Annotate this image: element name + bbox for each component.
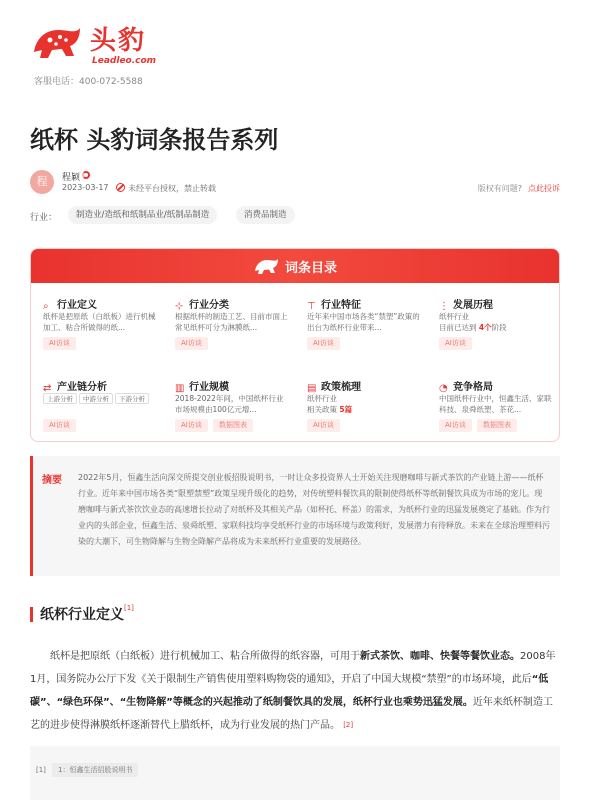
toc-item-definition[interactable]: ⌕ 行业定义 纸杯是把原纸（白纸板）进行机械加工、粘合所做得的纸... AI访谈 xyxy=(43,293,163,363)
reference-link[interactable]: [1] xyxy=(124,604,134,612)
data-chart-chip[interactable]: 数据图表 xyxy=(213,419,253,432)
downstream-tag[interactable]: 下游分析 xyxy=(115,393,149,404)
tree-icon: ⊤ xyxy=(307,301,316,312)
leopard-logo-icon xyxy=(30,22,82,62)
hotline: 客服电话：400-072-5588 xyxy=(34,77,143,87)
abstract-label: 摘要 xyxy=(42,475,62,486)
toc-item-scale[interactable]: ▥ 行业规模 2018-2022年间，中国纸杯行业市场规模由100亿元增... AI访谈 数据图表 xyxy=(175,375,295,442)
footnote-box xyxy=(30,746,560,800)
toc-item-policy[interactable]: ▤ 政策梳理 纸杯行业 相关政策 5篇 AI访谈 xyxy=(307,375,427,442)
toc-item-classification[interactable]: ⊹ 行业分类 根据纸杯的制造工艺、目前市面上常见纸杯可分为淋膜纸... AI访谈 xyxy=(175,293,295,363)
midstream-tag[interactable]: 中游分析 xyxy=(79,393,113,404)
upstream-tag[interactable]: 上游分析 xyxy=(43,393,77,404)
ai-interview-chip[interactable]: AI访谈 xyxy=(307,419,340,432)
publish-date: 2023-03-17 xyxy=(62,183,109,192)
industry-label: 行业： xyxy=(30,213,58,223)
toc-title: 词条目录 xyxy=(285,261,338,276)
complaint-link[interactable]: 点此投诉 xyxy=(528,184,560,193)
section-accent-bar xyxy=(30,607,33,622)
footnote-number: [1] xyxy=(36,766,46,774)
abstract-text: 2022年5月，恒鑫生活向深交所提交创业板招股说明书，一时让众多投资界人士开始关注现磨咖啡与新式茶饮的产业链上游——纸杯行业。近年来中国市场各类“限塑禁塑”政策呈现升级化的趋势，对传统塑料餐饮具的限制使得纸杯等纸制餐饮具成为市场的宠儿。现磨咖啡与新式茶饮饮业态的高速增长拉动了对纸杯及其相关产品（如杯托、杯盖）的需求，为纸杯行业的迅猛发展奠定了基础。作为行业内的头部企业，恒鑫生活、泉舜纸塑、家联科技均享受纸杯行业的市场环境与政策利好，发展潜力有待释放。未来在全球治理塑料污染的大潮下，可生物降解与生物全降解产品将成为未来纸杯行业重要的发展路径。 xyxy=(78,473,550,546)
brand-name-cn: 头豹 xyxy=(90,26,147,56)
author-badge-icon xyxy=(82,171,90,179)
toc-item-chain[interactable]: ⇄ 产业链分析 上游分析 中游分析 下游分析 AI访谈 xyxy=(43,375,163,442)
page-title: 纸杯 头豹词条报告系列 xyxy=(30,126,279,154)
leopard-logo-icon xyxy=(253,254,279,278)
hierarchy-icon: ⊹ xyxy=(175,301,184,312)
copyright-question: 版权有问题? xyxy=(477,184,522,193)
industry-tag[interactable]: 制造业/造纸和纸制品业/纸制品制造 xyxy=(68,206,217,224)
author-name[interactable]: 程颖 xyxy=(62,173,81,183)
pie-icon: ◔ xyxy=(439,383,448,394)
toc-item-features[interactable]: ⊤ 行业特征 近年来中国市场各类“禁塑”政策的出台为纸杯行业带来... AI访谈 xyxy=(307,293,427,363)
abstract-box xyxy=(30,456,560,576)
timeline-icon: ⋮ xyxy=(439,301,449,312)
abstract-accent-bar xyxy=(30,456,33,576)
chain-icon: ⇄ xyxy=(43,383,52,394)
data-chart-chip[interactable]: 数据图表 xyxy=(477,419,517,432)
industry-tag[interactable]: 消费品制造 xyxy=(236,206,295,224)
ai-interview-chip[interactable]: AI访谈 xyxy=(43,337,76,350)
ai-interview-chip[interactable]: AI访谈 xyxy=(307,337,340,350)
ai-interview-chip[interactable]: AI访谈 xyxy=(175,419,208,432)
toc-item-competition[interactable]: ◔ 竞争格局 中国纸杯行业中，恒鑫生活、家联科技、泉舜纸塑、茶花... AI访谈 数据图表 xyxy=(439,375,559,442)
toc-header xyxy=(31,249,559,283)
ai-interview-chip[interactable]: AI访谈 xyxy=(43,419,76,432)
toc-item-history[interactable]: ⋮ 发展历程 纸杯行业 目前已达到 4个阶段 AI访谈 xyxy=(439,293,559,363)
footnote-source[interactable]: 1：恒鑫生活招股说明书 xyxy=(52,763,138,777)
bar-chart-icon: ▥ xyxy=(175,383,185,394)
avatar[interactable]: 程 xyxy=(30,170,54,194)
magnifier-doc-icon: ⌕ xyxy=(43,301,49,312)
copyright-notice: 未经平台授权，禁止转载 xyxy=(128,184,216,193)
ai-interview-chip[interactable]: AI访谈 xyxy=(175,337,208,350)
author-row xyxy=(30,168,570,198)
reference-link[interactable]: [2] xyxy=(343,721,354,729)
ai-interview-chip[interactable]: AI访谈 xyxy=(439,419,472,432)
section-title: 纸杯行业定义 xyxy=(40,607,124,623)
ai-interview-chip[interactable]: AI访谈 xyxy=(439,337,472,350)
document-icon: ▤ xyxy=(307,383,317,394)
no-copy-icon xyxy=(116,183,125,192)
brand-name-en: Leadleo.com xyxy=(92,56,157,66)
toc-card xyxy=(30,248,560,442)
definition-paragraph: 纸杯是把原纸（白纸板）进行机械加工、粘合所做得的纸容器，可用于新式茶饮、咖啡、快餐等餐饮业态。2008年1月，国务院办公厅下发《关于限制生产销售使用塑料购物袋的通知》，开启了中国大规模“禁塑”的市场环境，此后“低碳”、“绿色环保”、“生物降解”等概念的兴起推动了纸制餐饮具的发展，纸杯行业也乘势迅猛发展。近年来纸杯制造工艺的进步使得淋膜纸杯逐渐替代上腊纸杯，成为行业发展的热门产品。 [2] xyxy=(30,651,556,731)
